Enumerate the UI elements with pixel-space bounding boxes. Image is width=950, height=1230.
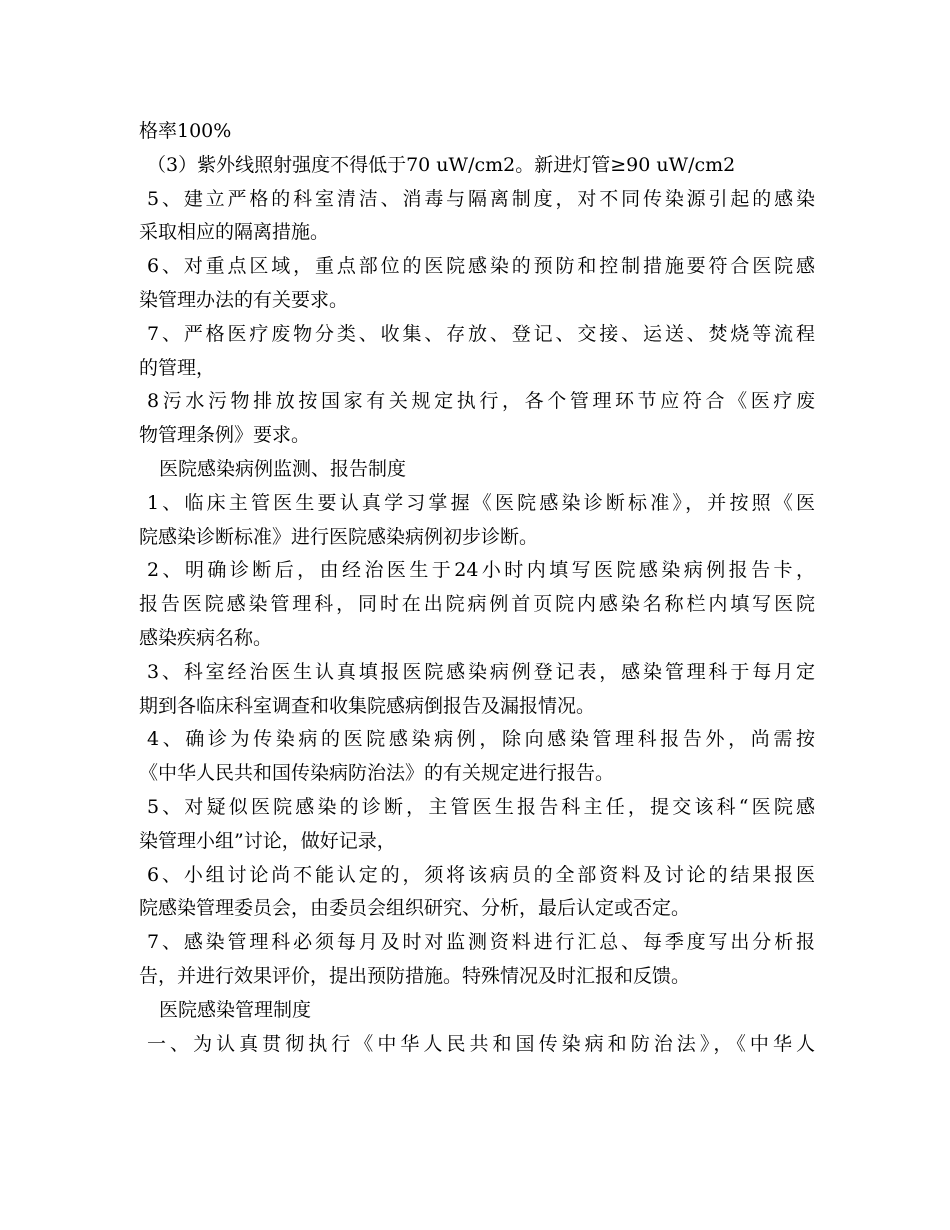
text-line: 院感染诊断标准》进行医院感染病例初步诊断。 bbox=[139, 525, 539, 548]
text-line: 院感染管理委员会，由委员会组织研究、分析，最后认定或否定。 bbox=[139, 897, 691, 920]
text-line: 7、严格医疗废物分类、收集、存放、登记、交接、运送、焚烧等流程 bbox=[147, 322, 815, 345]
text-line: 5、对疑似医院感染的诊断，主管医生报告科主任，提交该科“医院感 bbox=[147, 795, 815, 818]
text-line: 《中华人民共和国传染病防治法》的有关规定进行报告。 bbox=[139, 762, 615, 785]
text-line: 告，并进行效果评价，提出预防措施。特殊情况及时汇报和反馈。 bbox=[139, 964, 691, 987]
text-line: 6、对重点区域，重点部位的医院感染的预防和控制措施要符合医院感 bbox=[147, 255, 815, 278]
text-line: 3、科室经治医生认真填报医院感染病例登记表，感染管理科于每月定 bbox=[147, 660, 815, 683]
text-line: 的管理， bbox=[139, 356, 216, 379]
text-line: 一、为认真贯彻执行《中华人民共和国传染病和防治法》，《中华人 bbox=[147, 1032, 815, 1055]
text-line: 1、临床主管医生要认真学习掌握《医院感染诊断标准》，并按照《医 bbox=[147, 491, 815, 514]
text-line: 8污水污物排放按国家有关规定执行，各个管理环节应符合《医疗废 bbox=[147, 390, 815, 413]
section-heading: 医院感染病例监测、报告制度 bbox=[159, 457, 407, 480]
section-heading: 医院感染管理制度 bbox=[159, 998, 312, 1021]
text-line: （3）紫外线照射强度不得低于70 uW/cm2。新进灯管≥90 uW/cm2 bbox=[147, 153, 736, 176]
text-line: 格率100% bbox=[139, 120, 232, 142]
text-line: 染管理小组”讨论，做好记录， bbox=[139, 829, 396, 852]
document-body bbox=[139, 115, 815, 1061]
text-line: 报告医院感染管理科，同时在出院病例首页院内感染名称栏内填写医院 bbox=[139, 593, 815, 616]
text-line: 感染疾病名称。 bbox=[139, 626, 273, 649]
text-line: 采取相应的隔离措施。 bbox=[139, 221, 330, 244]
text-line: 6、小组讨论尚不能认定的，须将该病员的全部资料及讨论的结果报医 bbox=[147, 863, 815, 886]
text-line: 7、感染管理科必须每月及时对监测资料进行汇总、每季度写出分析报 bbox=[147, 931, 815, 954]
text-line: 物管理条例》要求。 bbox=[139, 424, 311, 447]
text-line: 4、确诊为传染病的医院感染病例，除向感染管理科报告外，尚需按 bbox=[147, 728, 815, 751]
text-line: 染管理办法的有关要求。 bbox=[139, 288, 349, 311]
text-line: 期到各临床科室调查和收集院感病倒报告及漏报情况。 bbox=[139, 694, 596, 717]
text-line: 5、建立严格的科室清洁、消毒与隔离制度，对不同传染源引起的感染 bbox=[147, 187, 815, 210]
text-line: 2、明确诊断后，由经治医生于24小时内填写医院感染病例报告卡， bbox=[147, 559, 815, 582]
